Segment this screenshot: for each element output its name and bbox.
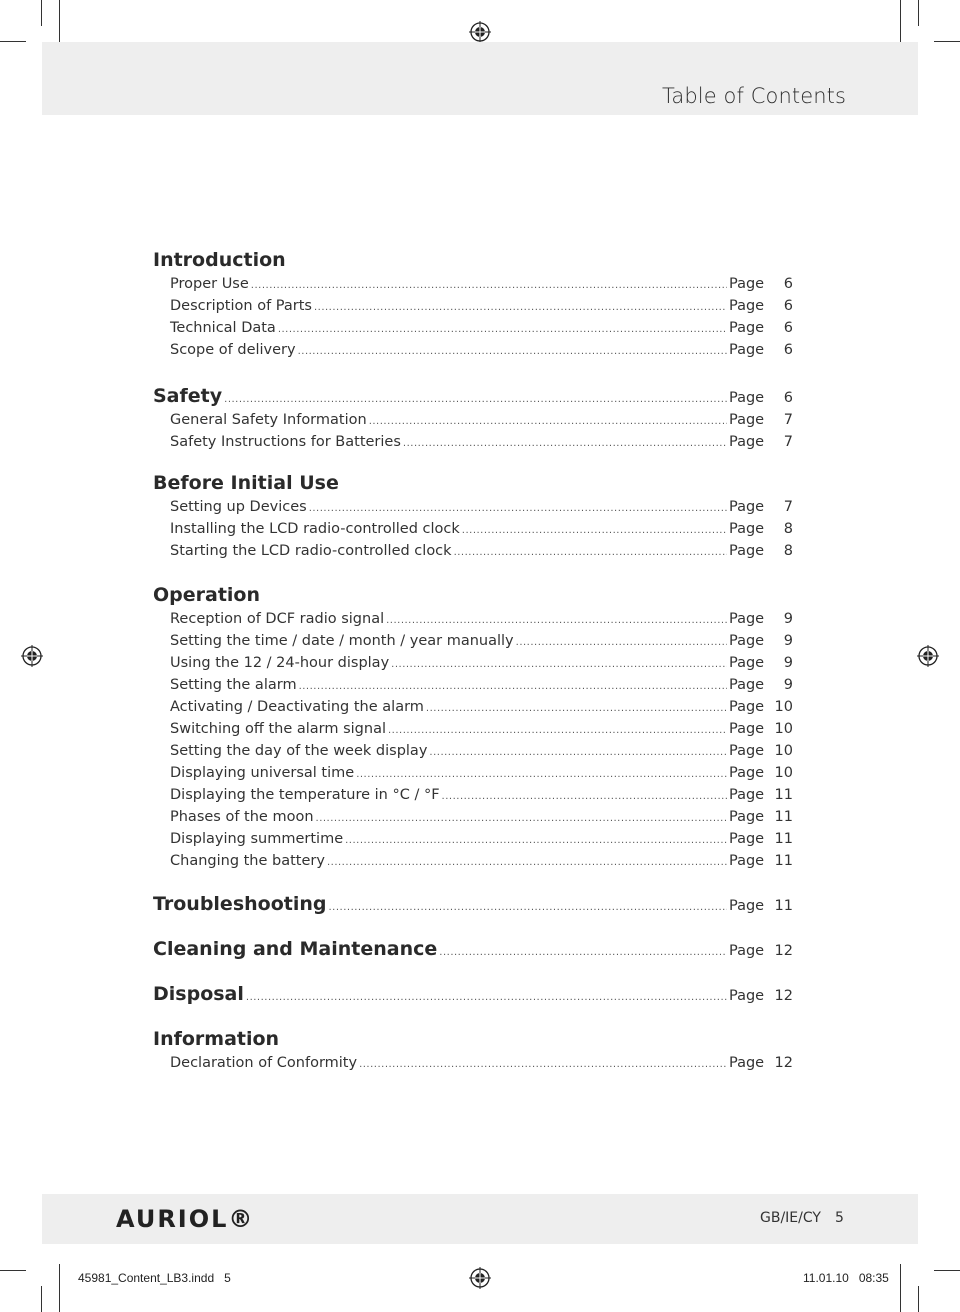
leader-dots xyxy=(327,852,727,874)
page-ref: Page 6 xyxy=(729,298,793,314)
crop-mark xyxy=(0,41,26,42)
leader-dots xyxy=(298,341,727,363)
page-ref: Page 12 xyxy=(729,988,793,1004)
leader-dots xyxy=(426,698,727,720)
toc-entry-label: Phases of the moon xyxy=(170,809,314,825)
registration-mark-icon xyxy=(469,1267,491,1289)
safety-entries xyxy=(153,409,793,453)
table-of-contents xyxy=(153,247,793,1074)
section-heading-information: Information xyxy=(153,1028,280,1050)
toc-entry[interactable] xyxy=(153,828,793,850)
page-ref: Page 6 xyxy=(729,390,793,406)
section-heading-introduction: Introduction xyxy=(153,249,286,271)
toc-entry-label: Declaration of Conformity xyxy=(170,1055,358,1071)
toc-entry[interactable] xyxy=(153,409,793,431)
toc-entry-label: Reception of DCF radio signal xyxy=(170,611,385,627)
before-initial-use-entries xyxy=(153,496,793,562)
page-ref: Page 9 xyxy=(729,633,793,649)
leader-dots xyxy=(454,542,727,564)
leader-dots xyxy=(391,654,727,676)
toc-entry-label: Setting the day of the week display xyxy=(170,743,428,759)
toc-entry-label: Starting the LCD radio-controlled clock xyxy=(170,543,452,559)
toc-entry[interactable] xyxy=(153,740,793,762)
crop-mark xyxy=(0,1270,26,1271)
leader-dots xyxy=(442,786,727,808)
leader-dots xyxy=(299,676,727,698)
leader-dots xyxy=(356,764,727,786)
auriol-logo xyxy=(116,1200,256,1234)
toc-entry[interactable] xyxy=(153,317,793,339)
section-heading-safety[interactable]: Safety ..... Page 6 xyxy=(153,383,793,409)
crop-mark xyxy=(59,1264,60,1312)
leader-dots xyxy=(329,895,728,921)
toc-entry[interactable] xyxy=(153,608,793,630)
toc-entry[interactable] xyxy=(153,273,793,295)
page-ref: Page 11 xyxy=(729,831,793,847)
page-ref: Page 10 xyxy=(729,699,793,715)
toc-entry[interactable] xyxy=(153,1052,793,1074)
page-ref: Page 9 xyxy=(729,655,793,671)
leader-dots xyxy=(369,411,727,433)
crop-mark xyxy=(41,1286,42,1312)
print-slug-datetime: 11.01.10 08:35 xyxy=(803,1271,889,1285)
toc-entry[interactable] xyxy=(153,295,793,317)
leader-dots xyxy=(386,610,727,632)
information-entries xyxy=(153,1052,793,1074)
leader-dots xyxy=(278,319,727,341)
toc-entry-label: Setting the alarm xyxy=(170,677,297,693)
toc-entry-label: Using the 12 / 24-hour display xyxy=(170,655,390,671)
registration-mark-icon xyxy=(469,21,491,43)
toc-entry[interactable] xyxy=(153,540,793,562)
toc-entry[interactable] xyxy=(153,696,793,718)
page-title: Table of Contents xyxy=(661,84,846,108)
page-ref: Page 12 xyxy=(729,943,793,959)
leader-dots xyxy=(388,720,727,742)
page-ref: Page 10 xyxy=(729,721,793,737)
leader-dots xyxy=(314,297,727,319)
toc-entry-label: Displaying the temperature in °C / °F xyxy=(170,787,440,803)
page-ref: Page 6 xyxy=(729,342,793,358)
toc-entry-label: Installing the LCD radio-controlled clock xyxy=(170,521,460,537)
toc-entry-label: Safety Instructions for Batteries xyxy=(170,434,401,450)
toc-entry[interactable] xyxy=(153,806,793,828)
leader-dots xyxy=(462,520,727,542)
page-ref: Page 6 xyxy=(729,320,793,336)
toc-entry-label: Proper Use xyxy=(170,276,249,292)
toc-entry[interactable] xyxy=(153,784,793,806)
leader-dots xyxy=(403,433,727,455)
page-ref: Page 11 xyxy=(729,809,793,825)
page-ref: Page 8 xyxy=(729,521,793,537)
toc-entry-label: Setting up Devices xyxy=(170,499,307,515)
section-heading-operation: Operation xyxy=(153,584,261,606)
crop-mark xyxy=(934,41,960,42)
toc-entry-label: General Safety Information xyxy=(170,412,367,428)
toc-entry-label: Displaying universal time xyxy=(170,765,355,781)
crop-mark xyxy=(918,0,919,26)
crop-mark xyxy=(59,0,60,48)
operation-entries xyxy=(153,608,793,872)
page-ref: Page 7 xyxy=(729,499,793,515)
toc-entry-label: Description of Parts xyxy=(170,298,312,314)
leader-dots xyxy=(429,742,727,764)
leader-dots xyxy=(345,830,727,852)
page-ref: Page 11 xyxy=(729,853,793,869)
print-slug-file: 45981_Content_LB3.indd 5 xyxy=(78,1271,231,1285)
crop-mark xyxy=(934,1270,960,1271)
toc-entry[interactable] xyxy=(153,762,793,784)
toc-entry[interactable] xyxy=(153,850,793,872)
toc-entry[interactable] xyxy=(153,652,793,674)
leader-dots xyxy=(359,1054,727,1076)
toc-entry-label: Activating / Deactivating the alarm xyxy=(170,699,424,715)
toc-entry[interactable] xyxy=(153,630,793,652)
registration-mark-icon xyxy=(917,645,939,667)
toc-entry-label: Changing the battery xyxy=(170,853,325,869)
page-ref: Page 8 xyxy=(729,543,793,559)
leader-dots xyxy=(246,985,727,1011)
leader-dots xyxy=(251,275,727,297)
crop-mark xyxy=(900,0,901,48)
svg-text:AURIOL®: AURIOL® xyxy=(116,1205,255,1233)
leader-dots xyxy=(516,632,727,654)
page-ref: Page 6 xyxy=(729,276,793,292)
page-ref: Page 9 xyxy=(729,611,793,627)
toc-entry[interactable] xyxy=(153,431,793,453)
toc-entry-label: Setting the time / date / month / year manually xyxy=(170,633,514,649)
page-ref: Page 7 xyxy=(729,412,793,428)
page-ref: Page 7 xyxy=(729,434,793,450)
page-ref: Page 12 xyxy=(729,1055,793,1071)
section-heading-cleaning-and-maintenance[interactable]: Cleaning and Maintenance ..... Page 12 xyxy=(153,936,793,962)
page-ref: Page 9 xyxy=(729,677,793,693)
toc-entry-label: Scope of delivery xyxy=(170,342,296,358)
page-ref: Page 11 xyxy=(729,898,793,914)
toc-entry[interactable] xyxy=(153,518,793,540)
section-heading-troubleshooting[interactable]: Troubleshooting ..... Page 11 xyxy=(153,891,793,917)
page-ref: Page 10 xyxy=(729,765,793,781)
leader-dots xyxy=(309,498,727,520)
section-heading-disposal[interactable]: Disposal ..... Page 12 xyxy=(153,981,793,1007)
toc-entry[interactable] xyxy=(153,718,793,740)
footer-region: GB/IE/CY xyxy=(760,1210,821,1226)
toc-entry[interactable] xyxy=(153,496,793,518)
leader-dots xyxy=(439,940,727,966)
footer-page-number: 5 xyxy=(835,1210,844,1226)
toc-entry-label: Technical Data xyxy=(170,320,276,336)
toc-entry[interactable] xyxy=(153,339,793,361)
toc-entry-label: Switching off the alarm signal xyxy=(170,721,386,737)
crop-mark xyxy=(900,1264,901,1312)
page-ref: Page 11 xyxy=(729,787,793,803)
section-heading-before-initial-use: Before Initial Use xyxy=(153,472,339,494)
crop-mark xyxy=(41,0,42,26)
page-ref: Page 10 xyxy=(729,743,793,759)
registration-mark-icon xyxy=(21,645,43,667)
leader-dots xyxy=(316,808,727,830)
introduction-entries xyxy=(153,273,793,361)
toc-entry[interactable] xyxy=(153,674,793,696)
crop-mark xyxy=(918,1286,919,1312)
toc-entry-label: Displaying summertime xyxy=(170,831,344,847)
